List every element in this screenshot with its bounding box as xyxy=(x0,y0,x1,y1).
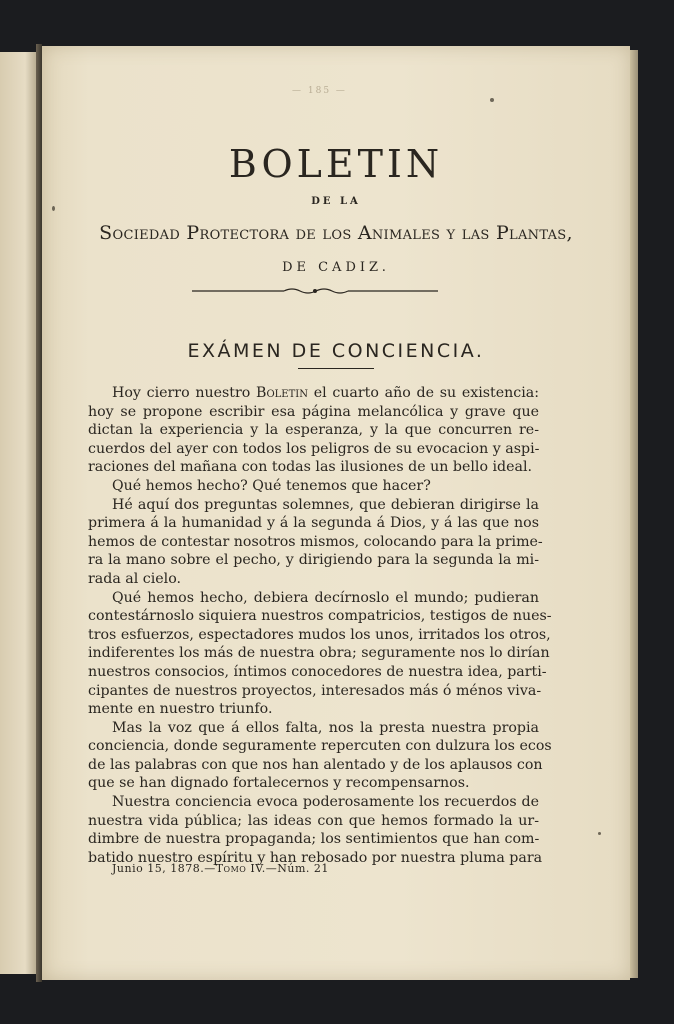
article-line: nuestra vida pública; las ideas con que hemos formado la ur- xyxy=(88,812,539,829)
ink-spot xyxy=(490,98,494,102)
article-line: que se han dignado fortalecernos y recompensarnos. xyxy=(88,775,470,792)
left-page-edge xyxy=(0,52,36,974)
city-name: DE CADIZ. xyxy=(282,260,390,275)
article-line-text: el cuarto año de su existencia: xyxy=(307,385,539,401)
article-line: mente en nuestro triunfo. xyxy=(88,701,273,718)
article-line: cuerdos del ayer con todos los peligros de su evocacion y aspi- xyxy=(88,440,540,457)
article-line xyxy=(88,384,539,403)
article-line: Mas la voz que á ellos falta, nos la presta nuestra propia xyxy=(112,719,539,736)
ink-spot xyxy=(52,206,55,211)
journal-title: BOLETIN xyxy=(228,142,444,186)
article-line: Qué hemos hecho? Qué tenemos que hacer? xyxy=(112,477,431,494)
page-footer: Junio 15, 1878.—Tomo IV.—Núm. 21 xyxy=(112,862,329,875)
article-line: contestárnoslo siquiera nuestros compatricios, testigos de nues- xyxy=(88,608,552,625)
article-line: Qué hemos hecho, debiera decírnoslo el mundo; pudieran xyxy=(112,589,539,606)
ornament-rule xyxy=(192,286,438,296)
footer-tomo-value: IV. xyxy=(250,862,266,875)
article-line: nuestros consocios, íntimos conocedores de nuestra idea, parti- xyxy=(88,663,547,680)
article-line: Nuestra conciencia evoca poderosamente los recuerdos de xyxy=(112,794,539,811)
article-line: dictan la experiencia y la esperanza, y la que concurren re- xyxy=(88,422,539,439)
book-page xyxy=(42,46,630,980)
article-line: de las palabras con que nos han alentado y de los aplausos con xyxy=(88,756,543,773)
footer-num-value: 21 xyxy=(313,862,329,875)
article-title-rule xyxy=(298,368,374,369)
article-line: dimbre de nuestra propaganda; los sentimientos que han com- xyxy=(88,831,540,848)
footer-date: Junio 15, 1878. xyxy=(112,862,205,875)
article-line: ra la mano sobre el pecho, y dirigiendo para la segunda la mi- xyxy=(88,552,539,569)
article-line: conciencia, donde seguramente repercuten con dulzura los ecos xyxy=(88,738,552,755)
page-stack-edge xyxy=(630,50,638,978)
society-name: Sociedad Protectora de los Animales y las Plantas, xyxy=(99,222,573,244)
article-line-text: Hoy cierro nuestro xyxy=(112,385,257,401)
page-number: — 185 — xyxy=(292,86,347,96)
article-line: hoy se propone escribir esa página melancólica y grave que xyxy=(88,403,539,420)
article-line: indiferentes los más de nuestra obra; seguramente nos lo dirían xyxy=(88,645,550,662)
article-line: hemos de contestar nosotros mismos, colocando para la prime- xyxy=(88,533,543,550)
footer-num-label: Núm. xyxy=(277,862,310,875)
ink-spot xyxy=(598,832,601,835)
article-line: Hé aquí dos preguntas solemnes, que debieran dirigirse la xyxy=(112,496,539,513)
article-line: primera á la humanidad y á la segunda á Dios, y á las que nos xyxy=(88,515,539,532)
article-body xyxy=(88,384,552,867)
article-title: EXÁMEN DE CONCIENCIA. xyxy=(187,340,485,362)
footer-tomo-label: Tomo xyxy=(215,862,247,875)
article-line: cipantes de nuestros proyectos, interesados más ó ménos viva- xyxy=(88,682,542,699)
article-line: batido nuestro espíritu y han rebosado por nuestra pluma para xyxy=(88,849,543,866)
journal-name-inline: Boletin xyxy=(256,385,308,401)
article-line: raciones del mañana con todas las ilusiones de un bello ideal. xyxy=(88,459,533,476)
journal-subtitle-de-la: DE LA xyxy=(311,196,361,207)
article-line: rada al cielo. xyxy=(88,570,182,587)
article-line: tros esfuerzos, espectadores mudos los unos, irritados los otros, xyxy=(88,626,551,643)
